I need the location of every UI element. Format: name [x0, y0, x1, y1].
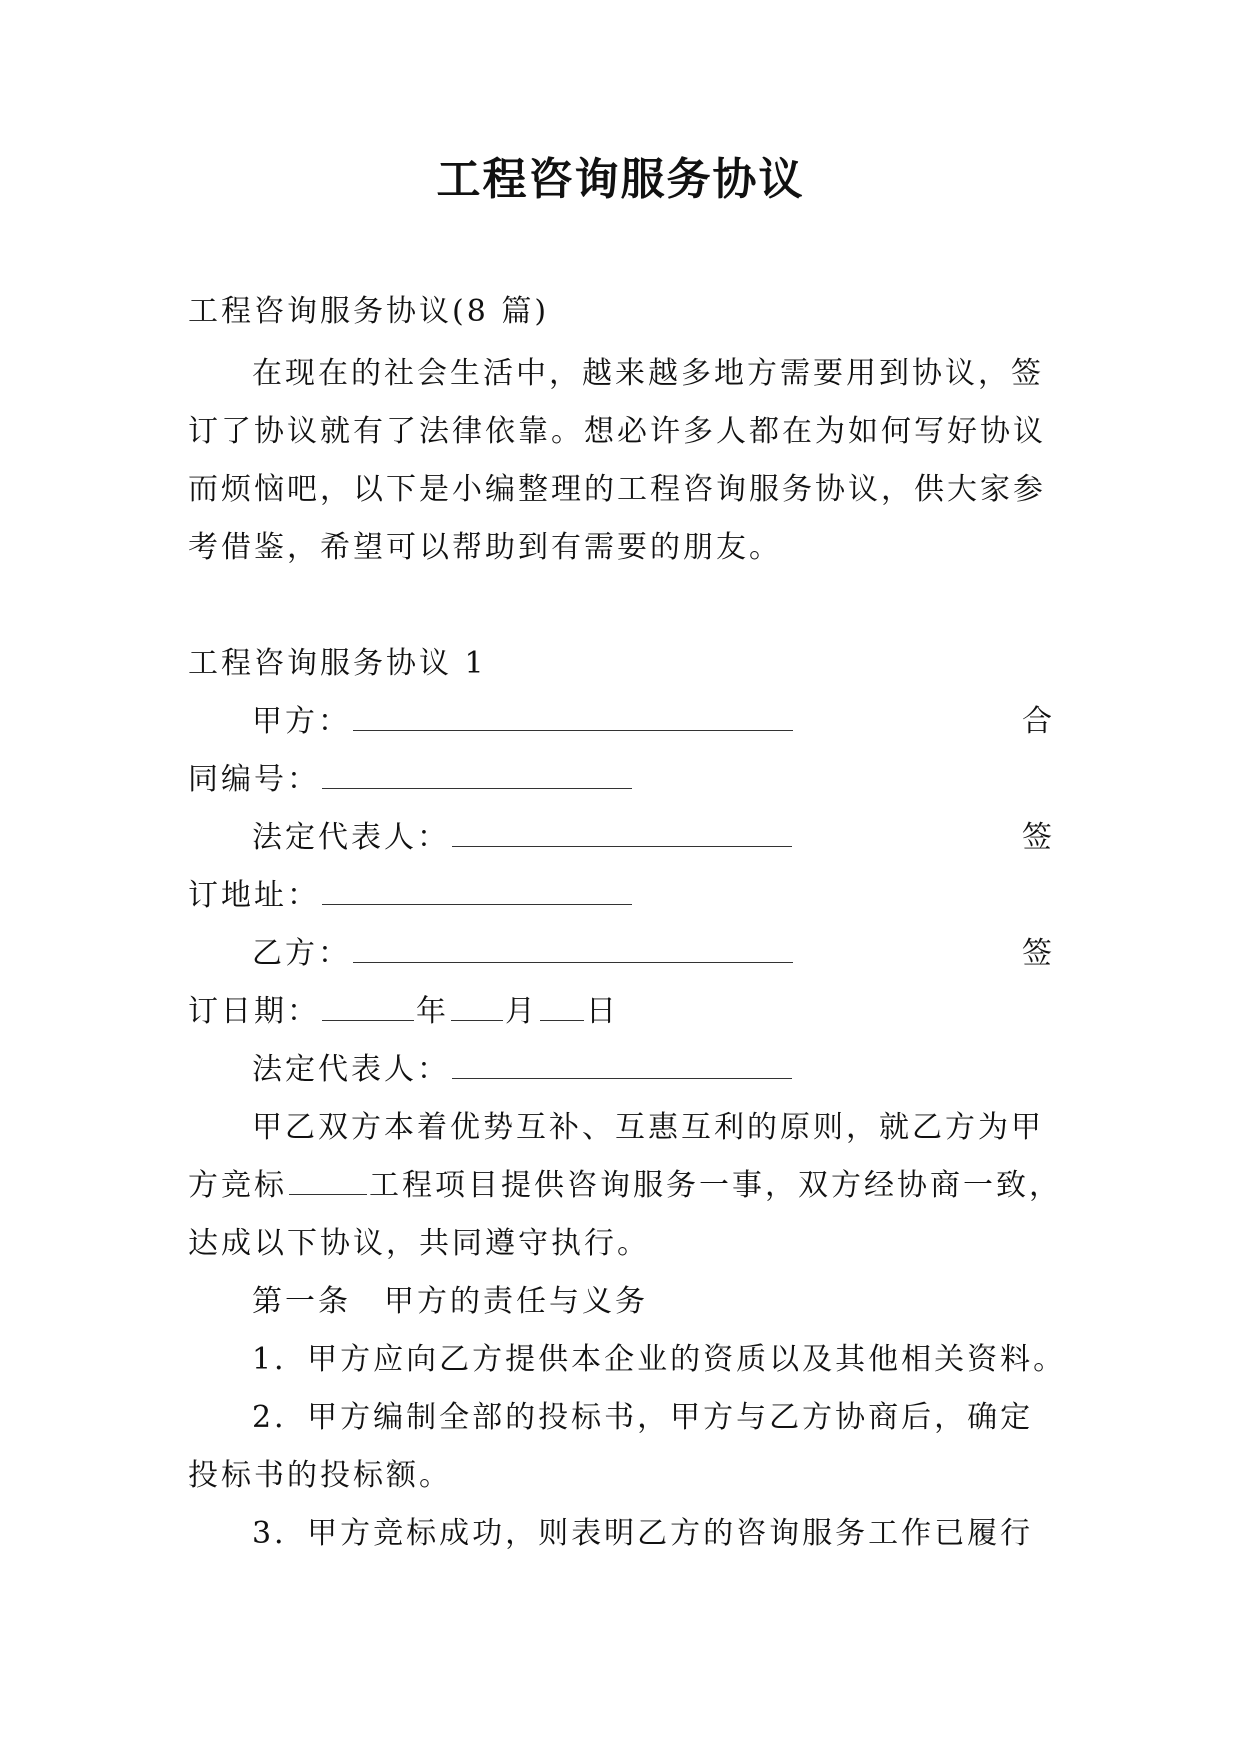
party-b-label: 乙方： [252, 936, 351, 971]
legal-rep-b-blank [452, 1052, 792, 1079]
contract-no-label: 同编号： [188, 762, 320, 797]
sign-place-field [188, 876, 634, 916]
sign-date-label: 订日期： [188, 994, 320, 1029]
article-1-item-2-line-2: 投标书的投标额。 [188, 1458, 452, 1493]
document-subtitle: 工程咨询服务协议(8 篇) [188, 294, 550, 329]
section-title: 工程咨询服务协议 1 [188, 646, 487, 681]
intro-line-1: 在现在的社会生活中，越来越多地方需要用到协议，签 [252, 356, 1044, 391]
party-b-field [252, 934, 795, 974]
article-1-item-2-line-1: 2．甲方编制全部的投标书，甲方与乙方协商后，确定 [252, 1400, 1034, 1435]
legal-rep-b-field [252, 1050, 794, 1090]
sign-place-head: 签 [1022, 820, 1052, 855]
intro-line-3: 而烦恼吧，以下是小编整理的工程咨询服务协议，供大家参 [188, 472, 1046, 507]
body-p1-line-1: 甲乙双方本着优势互补、互惠互利的原则，就乙方为甲 [252, 1110, 1044, 1145]
party-a-blank [353, 704, 793, 731]
body-p1-line-2a: 方竞标 [188, 1168, 287, 1203]
sign-place-label: 订地址： [188, 878, 320, 913]
day-blank [540, 994, 584, 1021]
sign-date-head: 签 [1022, 936, 1052, 971]
year-blank [322, 994, 414, 1021]
month-blank [451, 994, 503, 1021]
party-a-field [252, 702, 795, 742]
day-label: 日 [586, 994, 619, 1029]
legal-rep-b-label: 法定代表人： [252, 1052, 450, 1087]
article-1-item-3-line-1: 3．甲方竞标成功，则表明乙方的咨询服务工作已履行 [252, 1516, 1034, 1551]
intro-line-4: 考借鉴，希望可以帮助到有需要的朋友。 [188, 530, 782, 565]
party-a-label: 甲方： [252, 704, 351, 739]
year-label: 年 [416, 994, 449, 1029]
month-label: 月 [505, 994, 538, 1029]
article-1-item-1: 1．甲方应向乙方提供本企业的资质以及其他相关资料。 [252, 1342, 1067, 1377]
sign-date-field [188, 992, 619, 1032]
party-b-blank [353, 936, 793, 963]
article-1-heading: 第一条 甲方的责任与义务 [252, 1284, 648, 1319]
intro-line-2: 订了协议就有了法律依靠。想必许多人都在为如何写好协议 [188, 414, 1046, 449]
contract-no-blank [322, 762, 632, 789]
body-p1-line-2 [188, 1166, 1062, 1206]
body-p1-line-3: 达成以下协议，共同遵守执行。 [188, 1226, 650, 1261]
contract-no-head: 合 [1022, 704, 1052, 739]
document-title: 工程咨询服务协议 [436, 154, 805, 205]
project-blank [289, 1168, 367, 1195]
contract-no-field [188, 760, 634, 800]
legal-rep-a-blank [452, 820, 792, 847]
body-p1-line-2b: 工程项目提供咨询服务一事，双方经协商一致， [369, 1168, 1062, 1203]
legal-rep-a-field [252, 818, 794, 858]
legal-rep-a-label: 法定代表人： [252, 820, 450, 855]
sign-place-blank [322, 878, 632, 905]
